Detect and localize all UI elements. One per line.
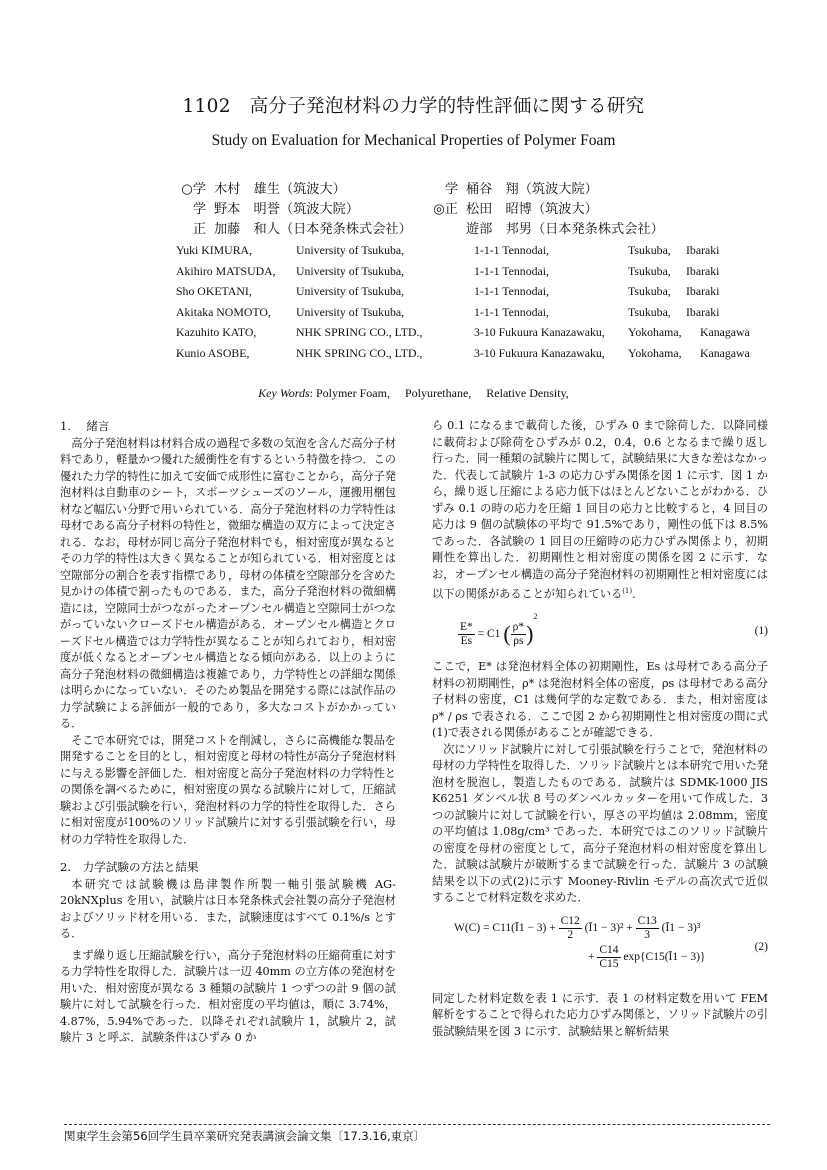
right-column (432, 418, 768, 1040)
keywords-list: : Polymer Foam, Polyurethane, Relative Density, (309, 386, 569, 400)
paragraph: 高分子発泡材料は材料合成の過程で多数の気泡を含んだ高分子材料であり，軽量かつ優れた緩衝性を有するという特徴を持つ．この優れた力学的特性に加えて安価で成形性に富むことから，高分子発泡材料は自動車のシート，スポーツシューズのソール，運搬用梱包材など幅広い分野で用いられている．高分子発泡材料の力学特性は母材である高分子材料の特性と，微細な構造の双方によって決定される．なお，母材が同じ高分子発泡材料でも，相対密度が異なるとその力学的特性は大きく異なることが知られている．相対密度とは空隙部分の割合を表す指標であり，母材の体積を空隙部分を含めた見かけの体積で割ったものである．また，高分子発泡材料の微細構造には，空隙同士がつながったオープンセル構造と空隙同士がつながっていないクローズドセル構造がある．オープンセル構造とクローズドセル構造では力学特性が異なることが知られており，相対密度が低くなるとオープンセル構造となる傾向がある．以上のように高分子発泡材料の微細構造は複雑であり，力学特性との詳細な関係は明らかになっていない．そのため製品を開発する際には試作品の力学試験による評価が一般的であり，多大なコストがかかっている． (60, 436, 396, 730)
eq-fraction: $\frac{C12}{2}$ (560, 914, 580, 941)
eq-fraction: $\frac{\rho*}{\rho s}$ (512, 621, 525, 648)
eq-fraction: $\frac{C13}{3}$ (637, 914, 657, 941)
author-row: 遊部 邦男（日本発条株式会社） (466, 222, 664, 237)
paragraph: まず繰り返し圧縮試験を行い，高分子発泡材料の圧縮荷重に対する力学特性を取得した．試験片は一辺 40mm の立方体の発泡材を用いた．相対密度が異なる 3 種類の試験片 1 つずつの計 9 個の試験片に対して試験を行った．相対密度の平均値は，順に 3.74%，4.87%，5.94%であった．以降それぞれ試験片 1，試験片 2，試験片 3 と呼ぶ．試験条件はひずみ 0 か (60, 948, 396, 1044)
paragraph: 次にソリッド試験片に対して引張試験を行うことで，発泡材料の母材の力学特性を取得した．ソリッド試験片とは本研究で用いた発泡材を脱泡し，製造したものである．試験片は SDMK-1000 JIS K6251 ダンベル状 8 号のダンベルカッターを用いて作成した．3 つの試験片に対して試験を行い，厚さの平均値は 2.08mm，密度の平均値は 1.08g/cm³ であった．本研究ではこのソリッド試験片の密度を母材の密度として，高分子発泡材料の相対密度を算出した．試験は試験片が破断するまで試験を行った．試験片 3 の試験結果を以下の式(2)に示す Mooney-Rivlin モデルの高次式で近似することで材料定数を求めた． (432, 742, 768, 905)
footer: 関東学生会第56回学生員卒業研究発表講演会論文集〔17.3.16,東京〕 (64, 1124, 770, 1144)
paragraph: 本研究では試験機は島津製作所製一軸引張試験機 AG-20kNXplus を用い，試験片は日本発条株式会社製の高分子発泡材およびソリッド材を用いる．また，試験速度はすべて 0.1%/s とする． (60, 877, 396, 940)
authors-right (420, 180, 664, 240)
author-en-row: Akihiro MATSUDA, University of Tsukuba, 1-1-1 Tennodai, Tsukuba, Ibaraki (176, 263, 720, 278)
eq-fraction: $\frac{C14}{C15}$ (599, 943, 619, 970)
eq-fraction: $\frac{E*}{Es}$ (460, 621, 473, 648)
authors-english (176, 240, 750, 363)
section-heading: 2. 力学試験の方法と結果 (60, 860, 199, 874)
author-row: ○学 木村 雄生（筑波大） (181, 182, 346, 197)
paragraph: 同定した材料定数を表 1 に示す．表 1 の材料定数を用いて FEM 解析をすることで得られた応力ひずみ関係と，ソリッド試験片の引張試験結果を図 3 に示す．試験結果と解析結果 (432, 991, 768, 1038)
paragraph: そこで本研究では，開発コストを削減し，さらに高機能な製品を開発することを目的とし，相対密度と母材の特性が高分子発泡材料に与える影響を評価した．相対密度と高分子発泡材料の力学特性との関係を調べるために，相対密度の異なる試験片に対して，圧縮試験および引張試験を行い，発泡材料の力学的特性を取得した．さらに相対密度が100%のソリッド試験片に対する引張試験を行い，母材の力学特性を取得した． (60, 733, 396, 846)
equation-2: W(C) = C11(Ī1 − 3) + $\frac{C12}{2}$ (Ī1 − 3)² + $\frac{C13}{3}$ (Ī1 − 3)³ + $\frac{C14}{C15}$ exp{C15(Ī1 − 3)} (2) (454, 914, 768, 970)
author-en-row: Akitaka NOMOTO, University of Tsukuba, 1-1-1 Tennodai, Tsukuba, Ibaraki (176, 304, 720, 319)
author-en-row: Yuki KIMURA, University of Tsukuba, 1-1-1 Tennodai, Tsukuba, Ibaraki (176, 243, 720, 257)
author-row: 正 加藤 和人（日本発条株式会社） (192, 222, 412, 237)
author-row: ◎正 松田 昭博（筑波大） (433, 202, 598, 217)
author-row: 学 野本 明誉（筑波大院） (192, 202, 360, 217)
title-english: Study on Evaluation for Mechanical Properties of Polymer Foam (211, 132, 616, 149)
section-heading: 1. 緒言 (60, 419, 110, 433)
keywords-label: Key Words (258, 386, 310, 400)
equation-number: (2) (754, 940, 768, 953)
author-en-row: Kazuhito KATO, NHK SPRING CO., LTD., 3-10 Fukuura Kanazawaku, Yokohama, Kanagawa (176, 325, 750, 339)
keywords (0, 384, 827, 401)
author-en-row: Sho OKETANI, University of Tsukuba, 1-1-1 Tennodai, Tsukuba, Ibaraki (176, 284, 720, 298)
equation-1: $\frac{E*}{Es}$ = C1 ( $\frac{\rho*}{\rho s}$ )$^2$ (1) (460, 612, 768, 648)
citation: (1) (622, 587, 633, 595)
title-japanese: 1102 高分子発泡材料の力学的特性評価に関する研究 (182, 96, 645, 117)
paragraph: ら 0.1 になるまで載荷した後，ひずみ 0 まで除荷した．以降同様に載荷および除荷をひずみが 0.2，0.4，0.6 となるまで繰り返し行った．同一種類の試験片に関して，試験結果に大きな差はなかった．代表して試験片 1-3 の応力ひずみ関係を図 1 に示す．図 1 から，繰り返し圧縮による応力低下はほとんどないことがわかる．ひずみ 0.1 の時の応力を圧縮 1 回目の応力と比較すると，4 回目の応力は 9 個の試験体の平均で 91.5%であり，剛性の低下は 8.5%であった．各試験の 1 回目の圧縮時の応力ひずみ関係より，初期剛性を算出した．初期剛性と相対密度の関係を図 2 に示す．なお，オープンセル構造の高分子発泡材料の初期剛性と相対密度には以下の関係があることが知られている$^{(1)}$． (432, 419, 768, 601)
left-column (60, 418, 396, 1047)
paragraph: ここで，E* は発泡材料全体の初期剛性，Es は母材である高分子材料の初期剛性，ρ* は発泡材料全体の密度，ρs は母材である高分子材料の密度，C1 は幾何学的な定数である．また，相対密度は ρ* / ρs で表される．ここで図 2 から初期剛性と相対密度の間に式(1)で表される関係があることが確認できる． (432, 660, 768, 740)
authors-left (168, 180, 412, 240)
author-row: 学 桶谷 翔（筑波大院） (444, 182, 598, 197)
equation-number: (1) (754, 625, 768, 638)
author-en-row: Kunio ASOBE, NHK SPRING CO., LTD., 3-10 Fukuura Kanazawaku, Yokohama, Kanagawa (176, 345, 750, 360)
